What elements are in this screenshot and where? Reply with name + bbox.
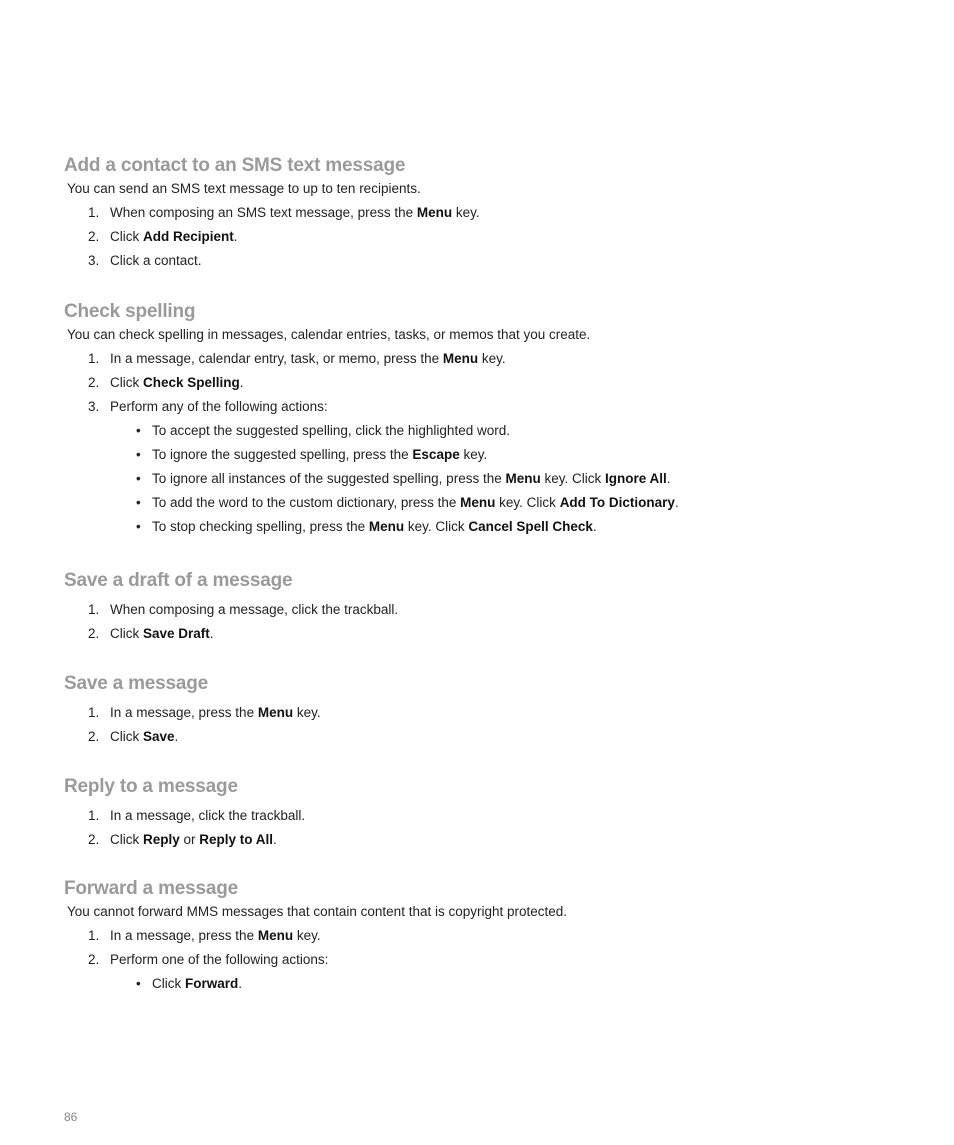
text-run: Perform any of the following actions: [110, 399, 328, 414]
section-heading: Check spelling [64, 301, 196, 322]
text-run: . [209, 626, 214, 641]
step-item [64, 349, 924, 369]
ui-term: Menu [368, 519, 405, 534]
step-number: 1. [88, 808, 100, 823]
bullet-dot-icon: • [136, 423, 141, 438]
bullet-item [64, 493, 924, 513]
topic-section [64, 774, 924, 850]
step-item [64, 950, 924, 970]
step-item [64, 926, 924, 946]
text-run: Click [110, 832, 143, 847]
step-number: 2. [88, 729, 100, 744]
topic-section [64, 153, 924, 271]
step-item [64, 251, 924, 271]
section-heading: Reply to a message [64, 776, 238, 797]
text-run: . [239, 375, 244, 390]
bullet-dot-icon: • [136, 976, 141, 991]
section-intro: You can check spelling in messages, calendar entries, tasks, or memos that you create. [67, 327, 591, 342]
text-run: In a message, calendar entry, task, or memo, press the [110, 351, 443, 366]
step-number: 3. [88, 399, 100, 414]
ui-term: Menu [416, 205, 453, 220]
text-run: . [674, 495, 679, 510]
step-number: 1. [88, 705, 100, 720]
text-run: To ignore all instances of the suggested spelling, press the [152, 471, 506, 486]
section-heading: Save a draft of a message [64, 570, 293, 591]
bullet-dot-icon: • [136, 495, 141, 510]
step-number: 2. [88, 832, 100, 847]
step-number: 2. [88, 952, 100, 967]
text-run: . [233, 229, 238, 244]
bullet-dot-icon: • [136, 519, 141, 534]
text-run: Perform one of the following actions: [110, 952, 329, 967]
ui-term: Menu [257, 705, 294, 720]
bullet-item [64, 445, 924, 465]
ui-term: Save Draft [143, 626, 210, 641]
text-run: key. Click [404, 519, 469, 534]
bullet-item [64, 517, 924, 537]
step-number: 2. [88, 626, 100, 641]
text-run: Click [110, 729, 143, 744]
text-run: When composing a message, click the trackball. [110, 602, 399, 617]
ui-term: Reply [143, 832, 180, 847]
text-run: To add the word to the custom dictionary, press the [152, 495, 461, 510]
ui-term: Menu [505, 471, 541, 486]
bullet-item [64, 469, 924, 489]
ui-term: Forward [185, 976, 239, 991]
step-item [64, 373, 924, 393]
step-item [64, 830, 924, 850]
topic-section [64, 671, 924, 747]
step-item [64, 397, 924, 417]
text-run: To stop checking spelling, press the [152, 519, 369, 534]
text-run: In a message, press the [110, 705, 258, 720]
bullet-item [64, 974, 924, 994]
text-run: . [592, 519, 597, 534]
step-item [64, 727, 924, 747]
ui-term: Menu [442, 351, 479, 366]
ui-term: Menu [257, 928, 294, 943]
step-item [64, 600, 924, 620]
step-number: 2. [88, 229, 100, 244]
topic-section [64, 876, 924, 994]
text-run: . [273, 832, 277, 847]
section-intro: You can send an SMS text message to up to ten recipients. [67, 181, 421, 196]
bullet-item [64, 421, 924, 441]
text-run: Click [152, 976, 185, 991]
section-heading: Add a contact to an SMS text message [64, 155, 406, 176]
ui-term: Reply to All [199, 832, 274, 847]
step-item [64, 227, 924, 247]
text-run: or [179, 832, 200, 847]
text-run: key. [478, 351, 506, 366]
text-run: To ignore the suggested spelling, press the [152, 447, 413, 462]
section-heading: Save a message [64, 673, 209, 694]
topic-section [64, 299, 924, 537]
ui-term: Cancel Spell Check [468, 519, 593, 534]
text-run: To accept the suggested spelling, click the highlighted word. [152, 423, 510, 438]
step-number: 2. [88, 375, 100, 390]
text-run: Click [110, 229, 143, 244]
bullet-dot-icon: • [136, 471, 141, 486]
step-item [64, 203, 924, 223]
step-number: 1. [88, 205, 100, 220]
step-number: 3. [88, 253, 100, 268]
step-number: 1. [88, 351, 100, 366]
page-number: 86 [64, 1110, 78, 1124]
text-run: In a message, click the trackball. [110, 808, 306, 823]
text-run: . [174, 729, 179, 744]
text-run: key. Click [495, 495, 560, 510]
ui-term: Check Spelling [143, 375, 240, 390]
ui-term: Escape [412, 447, 460, 462]
text-run: key. Click [540, 471, 605, 486]
text-run: . [666, 471, 671, 486]
step-item [64, 703, 924, 723]
ui-term: Add Recipient [143, 229, 234, 244]
text-run: Click [110, 375, 143, 390]
section-heading: Forward a message [64, 878, 239, 899]
bullet-dot-icon: • [136, 447, 141, 462]
section-intro: You cannot forward MMS messages that contain content that is copyright protected. [67, 904, 568, 919]
step-number: 1. [88, 602, 100, 617]
text-run: When composing an SMS text message, press the [110, 205, 417, 220]
text-run: Click a contact. [110, 253, 202, 268]
step-item [64, 624, 924, 644]
text-run: key. [452, 205, 480, 220]
ui-term: Add To Dictionary [559, 495, 675, 510]
ui-term: Ignore All [604, 471, 667, 486]
ui-term: Menu [460, 495, 496, 510]
text-run: key. [293, 705, 321, 720]
text-run: . [238, 976, 243, 991]
ui-term: Save [143, 729, 175, 744]
text-run: In a message, press the [110, 928, 258, 943]
text-run: Click [110, 626, 143, 641]
step-number: 1. [88, 928, 100, 943]
topic-section [64, 568, 924, 644]
text-run: key. [293, 928, 321, 943]
text-run: key. [459, 447, 488, 462]
step-item [64, 806, 924, 826]
